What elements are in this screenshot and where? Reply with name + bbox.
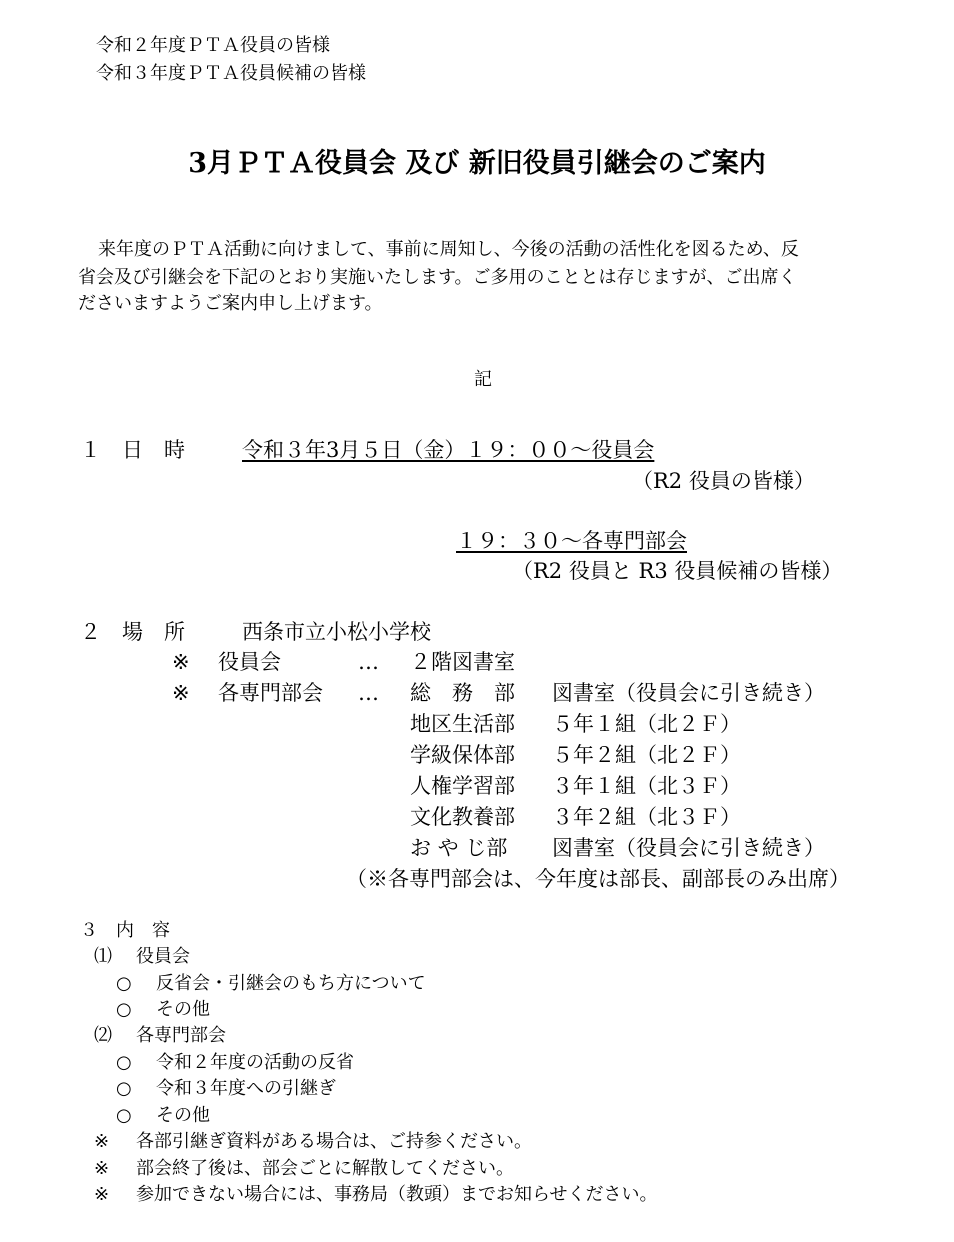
datetime-line-2-note: （R2 役員と R3 役員候補の皆様） bbox=[512, 559, 843, 583]
addressee-line-2: 令和３年度ＰＴＡ役員候補の皆様 bbox=[96, 63, 366, 84]
bullet-icon: ○ bbox=[116, 1105, 132, 1126]
room-row-room: ５年１組（北２Ｆ） bbox=[552, 712, 741, 736]
contents-sub1-num: ⑴ bbox=[94, 946, 112, 967]
room-row-label: 役員会 bbox=[218, 650, 281, 674]
datetime-line-1: 令和３年3月５日（金）１９：００～役員会 bbox=[242, 438, 655, 462]
room-row-label: 各専門部会 bbox=[218, 681, 323, 705]
contents-item: 令和２年度の活動の反省 bbox=[156, 1052, 354, 1073]
intro-line-1: 来年度のＰＴＡ活動に向けまして、事前に周知し、今後の活動の活性化を図るため、反 bbox=[98, 239, 799, 260]
room-row-dots: … bbox=[358, 681, 379, 705]
addressee-line-1: 令和２年度ＰＴＡ役員の皆様 bbox=[96, 35, 330, 56]
room-row-room: ３年２組（北３Ｆ） bbox=[552, 805, 741, 829]
note-line: 部会終了後は、部会ごとに解散してください。 bbox=[136, 1158, 514, 1179]
room-row-room: ３年１組（北３Ｆ） bbox=[552, 774, 741, 798]
document-title: 3月ＰＴＡ役員会 及び 新旧役員引継会のご案内 bbox=[188, 148, 766, 179]
place-footnote: （※各専門部会は、今年度は部長、副部長のみ出席） bbox=[346, 867, 850, 891]
room-row-dots: … bbox=[358, 650, 379, 674]
datetime-line-2: １９：３０～各専門部会 bbox=[456, 529, 687, 553]
room-row-dept: 総 務 部 bbox=[410, 681, 515, 705]
bullet-icon: ○ bbox=[116, 1052, 132, 1073]
note-mark: ※ bbox=[94, 1131, 110, 1152]
room-row-room: ５年２組（北２Ｆ） bbox=[552, 743, 741, 767]
contents-item: その他 bbox=[156, 999, 210, 1020]
note-line: 各部引継ぎ資料がある場合は、ご持参ください。 bbox=[136, 1131, 532, 1152]
place-heading: ２ 場 所 bbox=[80, 620, 185, 644]
intro-line-2: 省会及び引継会を下記のとおり実施いたします。ご多用のこととは存じますが、ご出席く bbox=[78, 267, 797, 288]
note-mark: ※ bbox=[94, 1158, 110, 1179]
place-venue: 西条市立小松小学校 bbox=[242, 620, 431, 644]
bullet-icon: ○ bbox=[116, 973, 132, 994]
room-row-room: 図書室（役員会に引き続き） bbox=[552, 681, 825, 705]
room-row-dept: お や じ部 bbox=[410, 836, 508, 860]
contents-sub2-label: 各専門部会 bbox=[136, 1025, 226, 1046]
intro-line-3: ださいますようご案内申し上げます。 bbox=[78, 293, 383, 314]
contents-item: その他 bbox=[156, 1105, 210, 1126]
contents-sub2-num: ⑵ bbox=[94, 1025, 112, 1046]
contents-item: 反省会・引継会のもち方について bbox=[156, 973, 426, 994]
ki-mark: 記 bbox=[474, 369, 492, 390]
room-row-mark: ※ bbox=[172, 681, 190, 705]
datetime-line-1-note: （R2 役員の皆様） bbox=[632, 469, 815, 493]
room-row-dept: 人権学習部 bbox=[410, 774, 515, 798]
room-row-dept: ２階図書室 bbox=[410, 650, 515, 674]
contents-heading: ３ 内 容 bbox=[80, 920, 170, 941]
room-row-dept: 文化教養部 bbox=[410, 805, 515, 829]
contents-sub1-label: 役員会 bbox=[136, 946, 190, 967]
bullet-icon: ○ bbox=[116, 1078, 132, 1099]
room-row-room: 図書室（役員会に引き続き） bbox=[552, 836, 825, 860]
note-line: 参加できない場合には、事務局（教頭）までお知らせください。 bbox=[136, 1184, 658, 1205]
contents-item: 令和３年度への引継ぎ bbox=[156, 1078, 336, 1099]
room-row-dept: 地区生活部 bbox=[410, 712, 515, 736]
bullet-icon: ○ bbox=[116, 999, 132, 1020]
room-row-mark: ※ bbox=[172, 650, 190, 674]
note-mark: ※ bbox=[94, 1184, 110, 1205]
datetime-heading: １ 日 時 bbox=[80, 438, 185, 462]
room-row-dept: 学級保体部 bbox=[410, 743, 515, 767]
